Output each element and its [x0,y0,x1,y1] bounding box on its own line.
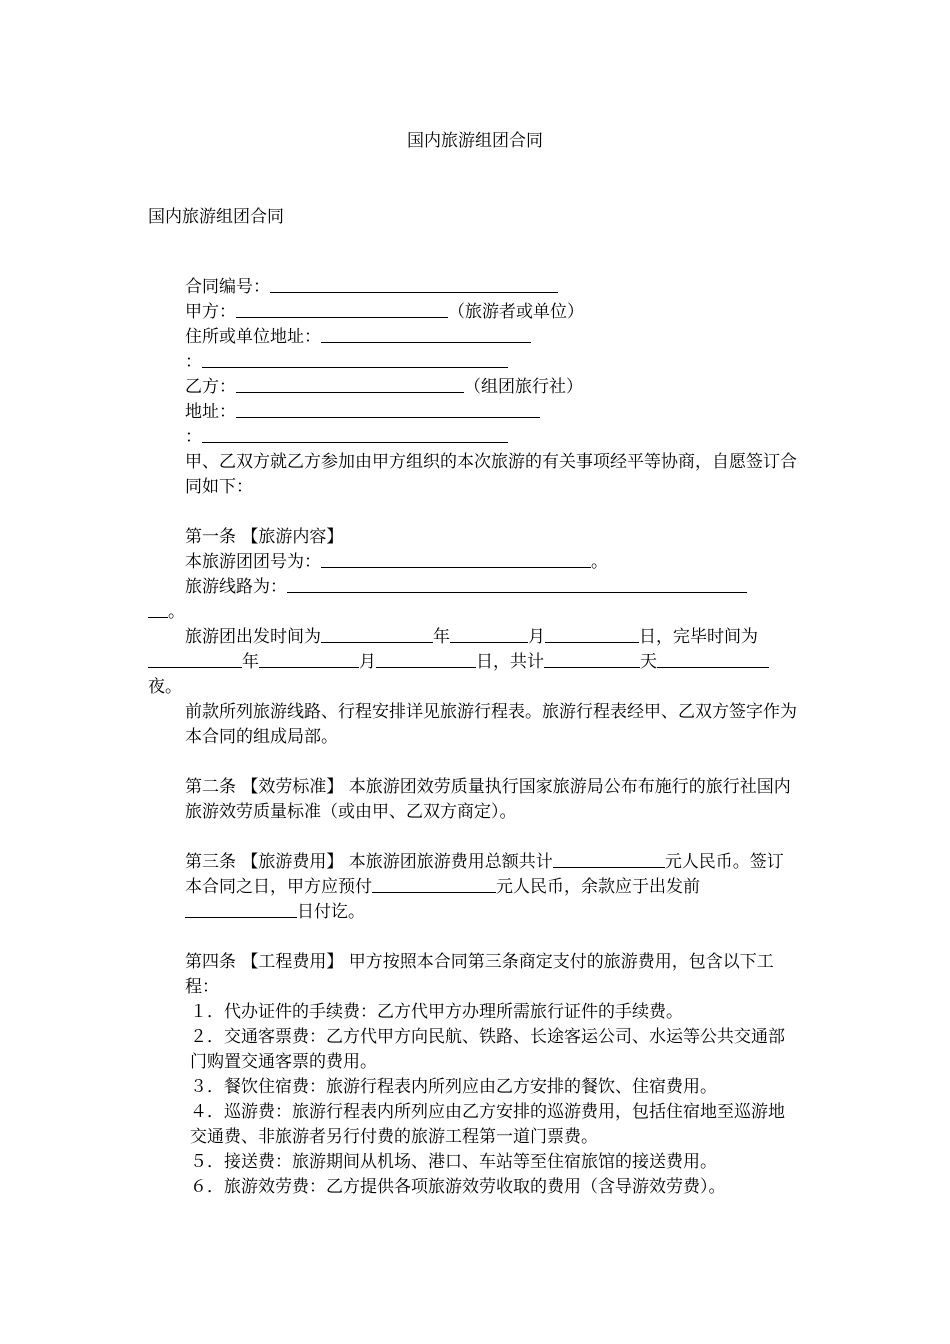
prepay-blank [372,875,496,893]
route-blank-cont [148,600,168,618]
article-4-item: １．代办证件的手续费：乙方代甲方办理所需旅行证件的手续费。 [190,1002,683,1022]
article-3-text-b: 元人民币。签订本合同之日，甲方应预付 [185,852,784,897]
end-year-blank [148,650,242,668]
depart-year-blank [321,625,433,643]
article-2: 第二条 【效劳标准】 本旅游团效劳质量执行国家旅游局公布布施行的旅行社国内旅游效劳质量标准（或由甲、乙双方商定）。 [185,777,791,822]
due-days-blank [185,900,297,918]
end-month-label: 月 [359,652,376,672]
depart-day-label: 日，完毕时间为 [639,627,758,647]
party-b-line [148,375,800,400]
route-blank [287,575,747,593]
end-month-blank [259,650,359,668]
nights-line: 夜。 [148,677,182,697]
colon-a-blank [202,350,508,368]
colon-b-label: ： [185,427,202,447]
article-4-item: ２．交通客票费：乙方代甲方向民航、铁路、长途客运公司、水运等公共交通部门购置交通客票的费用。 [190,1027,785,1072]
article-3-text-c: 元人民币，余款应于出发前 [496,877,700,897]
end-year-label: 年 [242,652,259,672]
colon-b-blank [202,425,508,443]
party-a-blank [236,300,448,318]
party-b-label: 乙方： [185,377,236,397]
total-label: 日，共计 [476,652,544,672]
address-b-blank [236,400,540,418]
document-subtitle: 国内旅游组团合同 [148,207,284,227]
depart-line [148,625,800,650]
address-b-line [148,400,800,425]
address-a-blank [321,325,531,343]
depart-month-blank [450,625,528,643]
article-4-item: ６．旅游效劳费：乙方提供各项旅游效劳收取的费用（含导游效劳费）。 [190,1177,726,1197]
address-b-label: 地址： [185,402,236,422]
article-3-text-a: 第三条 【旅游费用】 本旅游团旅游费用总额共计 [185,852,553,872]
group-no-end: 。 [591,552,608,572]
colon-a-label: ： [185,352,202,372]
document-title: 国内旅游组团合同 [407,131,543,151]
depart-day-blank [545,625,639,643]
total-fee-blank [553,850,665,868]
contract-no-label: 合同编号： [185,277,270,297]
depart-month-label: 月 [528,627,545,647]
route-line [148,575,800,600]
party-a-note: （旅游者或单位） [448,302,584,322]
article-1-paragraph: 前款所列旅游线路、行程安排详见旅游行程表。旅游行程表经甲、乙双方签字作为本合同的组成局部。 [185,702,797,747]
depart-label: 旅游团出发时间为 [185,627,321,647]
address-a-line [148,325,800,350]
depart-year-label: 年 [433,627,450,647]
party-a-line [148,300,800,325]
article-4-intro: 第四条 【工程费用】 甲方按照本合同第三条商定支付的旅游费用，包含以下工程： [185,952,774,997]
group-no-blank [321,550,591,568]
route-end: 。 [168,602,185,622]
address-a-label: 住所或单位地址： [185,327,321,347]
party-b-note: （组团旅行社） [464,377,583,397]
intro-paragraph: 甲、乙双方就乙方参加由甲方组织的本次旅游的有关事项经平等协商，自愿签订合同如下： [185,452,797,497]
article-4-item: ３．餐饮住宿费：旅游行程表内所列应由乙方安排的餐饮、住宿费用。 [190,1077,717,1097]
article-3-text-d: 日付讫。 [297,902,365,922]
colon-a-line [148,350,800,375]
contract-no-blank [270,275,558,293]
route-line-cont [148,600,800,625]
route-label: 旅游线路为： [185,577,287,597]
contract-no-line [148,275,800,300]
group-no-label: 本旅游团团号为： [185,552,321,572]
group-no-line [148,550,800,575]
end-date-line [148,650,800,675]
article-4-item: ５．接送费：旅游期间从机场、港口、车站等至住宿旅馆的接送费用。 [190,1152,717,1172]
end-day-blank [376,650,476,668]
party-b-blank [236,375,464,393]
days-label: 天 [640,652,657,672]
article-1-heading: 第一条 【旅游内容】 [185,527,344,547]
nights-blank [657,650,769,668]
article-3 [148,850,800,925]
days-blank [544,650,640,668]
colon-b-line [148,425,800,450]
party-a-label: 甲方： [185,302,236,322]
contract-body [148,275,800,1200]
article-4-item: ４．巡游费：旅游行程表内所列应由乙方安排的巡游费用，包括住宿地至巡游地交通费、非旅游者另行付费的旅游工程第一道门票费。 [190,1102,785,1147]
